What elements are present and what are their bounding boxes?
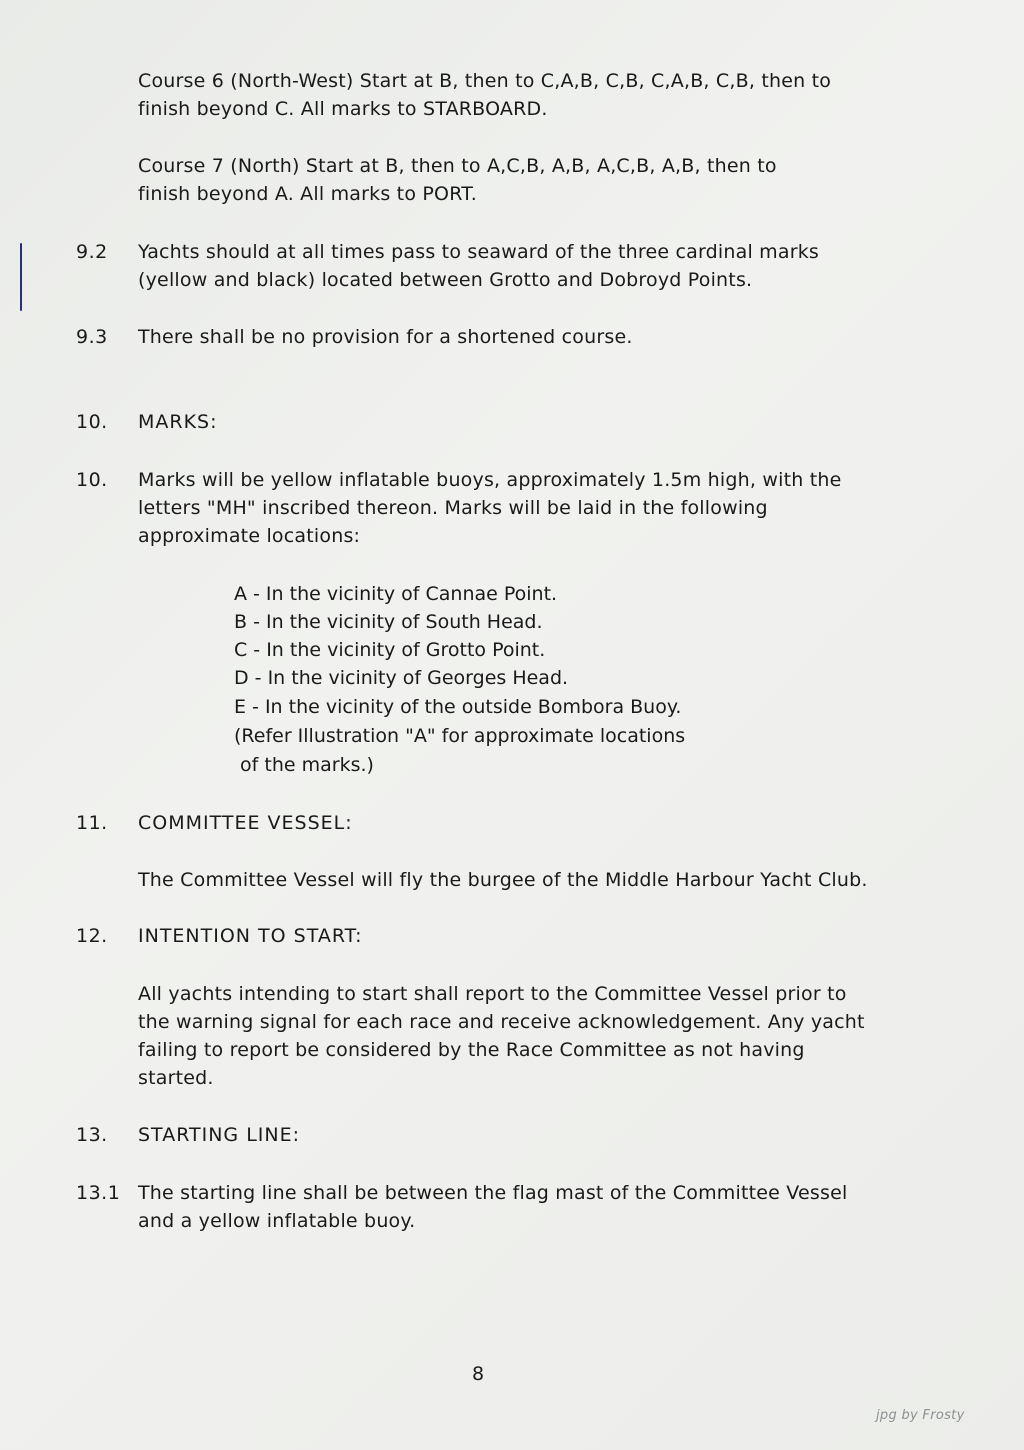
section-10-number: 10. (76, 411, 108, 433)
section-13-heading: STARTING LINE: (138, 1124, 301, 1146)
section-10b-number: 10. (76, 469, 108, 491)
section-11-heading: COMMITTEE VESSEL: (138, 812, 353, 834)
section-12-number: 12. (76, 925, 108, 947)
course-6-line-1: Course 6 (North-West) Start at B, then to C,A,B, C,B, C,A,B, C,B, then to (138, 70, 832, 92)
section-13-1-line-2: and a yellow inflatable buoy. (138, 1210, 416, 1232)
section-10b-line-2: letters "MH" inscribed thereon. Marks will be laid in the following (138, 497, 768, 519)
watermark: jpg by Frosty (876, 1408, 965, 1423)
marks-note-line-2: of the marks.) (234, 754, 374, 776)
section-9-3-number: 9.3 (76, 326, 108, 348)
section-11-line-1: The Committee Vessel will fly the burgee of the Middle Harbour Yacht Club. (138, 869, 868, 891)
section-12-line-4: started. (138, 1067, 214, 1089)
section-9-2-line-2: (yellow and black) located between Grotto and Dobroyd Points. (138, 269, 753, 291)
section-9-2-number: 9.2 (76, 241, 108, 263)
mark-b: B - In the vicinity of South Head. (234, 611, 543, 633)
section-12-line-1: All yachts intending to start shall report to the Committee Vessel prior to (138, 983, 847, 1005)
mark-c: C - In the vicinity of Grotto Point. (234, 639, 546, 661)
section-10b-line-3: approximate locations: (138, 525, 361, 547)
marks-note-line-1: (Refer Illustration "A" for approximate locations (234, 725, 686, 747)
mark-e: E - In the vicinity of the outside Bombora Buoy. (234, 696, 682, 718)
section-11-number: 11. (76, 812, 108, 834)
section-12-line-2: the warning signal for each race and receive acknowledgement. Any yacht (138, 1011, 865, 1033)
course-7-line-2: finish beyond A. All marks to PORT. (138, 183, 478, 205)
course-7-line-1: Course 7 (North) Start at B, then to A,C,B, A,B, A,C,B, A,B, then to (138, 155, 777, 177)
section-12-heading: INTENTION TO START: (138, 925, 363, 947)
section-13-1-number: 13.1 (76, 1182, 121, 1204)
section-10b-line-1: Marks will be yellow inflatable buoys, approximately 1.5m high, with the (138, 469, 842, 491)
course-6-line-2: finish beyond C. All marks to STARBOARD. (138, 98, 548, 120)
mark-a: A - In the vicinity of Cannae Point. (234, 583, 558, 605)
section-12-line-3: failing to report be considered by the Race Committee as not having (138, 1039, 805, 1061)
section-9-2-line-1: Yachts should at all times pass to seaward of the three cardinal marks (138, 241, 820, 263)
section-13-1-line-1: The starting line shall be between the flag mast of the Committee Vessel (138, 1182, 848, 1204)
page-number: 8 (472, 1363, 485, 1385)
mark-d: D - In the vicinity of Georges Head. (234, 667, 569, 689)
section-13-number: 13. (76, 1124, 108, 1146)
section-10-heading: MARKS: (138, 411, 218, 433)
section-9-3-line-1: There shall be no provision for a shortened course. (138, 326, 633, 348)
margin-pen-mark (20, 243, 22, 311)
